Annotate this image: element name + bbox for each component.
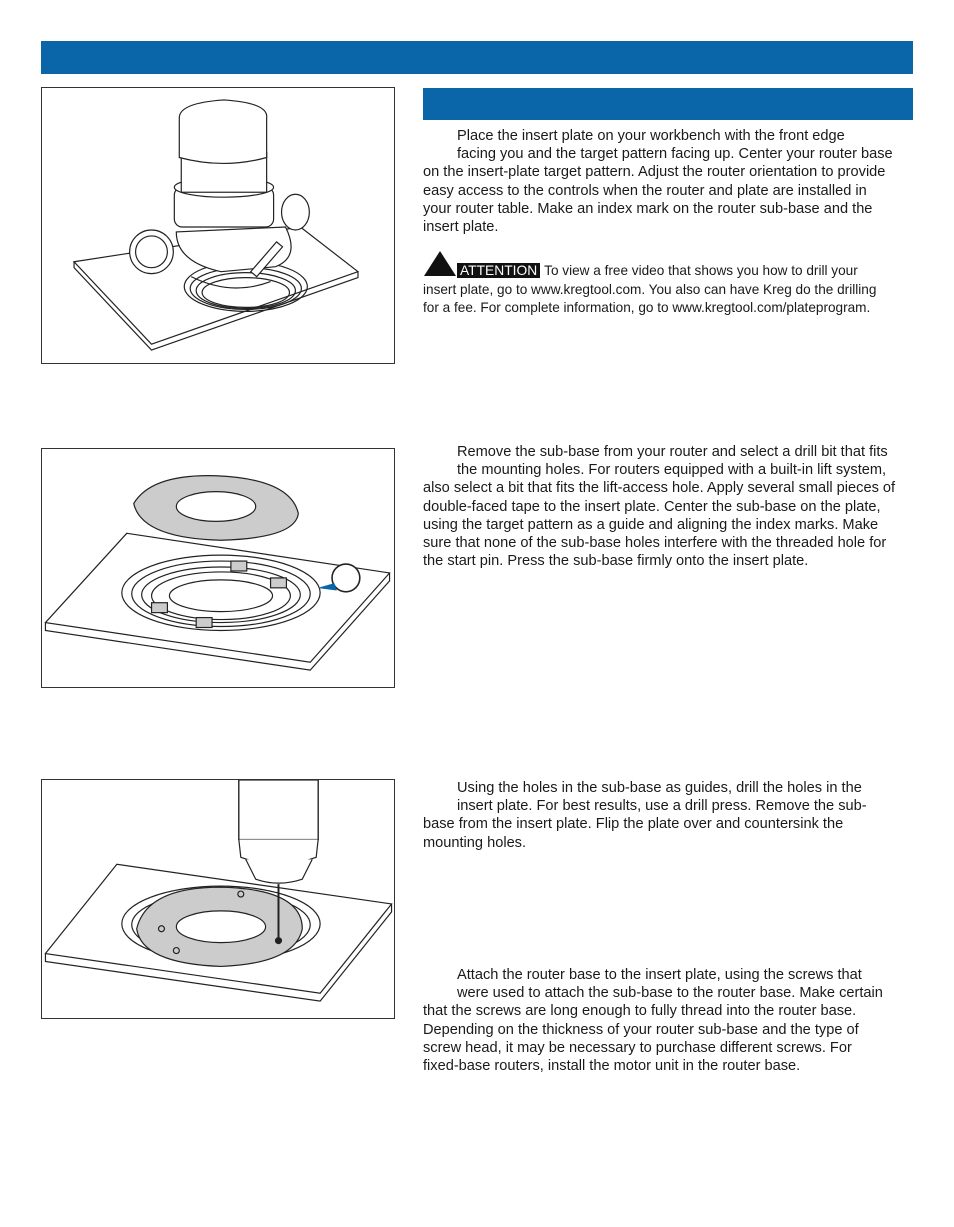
step-2-line: sure that none of the sub-base holes interfere with the threaded hole for [423, 535, 887, 552]
step-3-line: Using the holes in the sub-base as guides, drill the holes in the [457, 780, 862, 796]
attention-line: To view a free video that shows you how to drill your [544, 263, 858, 278]
step-4-line: were used to attach the sub-base to the router base. Make certain [457, 985, 883, 1002]
router-on-plate-illustration [42, 88, 394, 363]
step-1-line: on the insert-plate target pattern. Adjust the router orientation to provide [423, 164, 886, 181]
drilling-plate-illustration [42, 780, 394, 1018]
step-1-line: Place the insert plate on your workbench with the front edge [457, 128, 845, 144]
figure-subbase-on-plate [41, 448, 395, 688]
step-1-line: easy access to the controls when the router and plate are installed in [423, 182, 867, 199]
attention-line: insert plate, go to www.kregtool.com. You also can have Kreg do the drilling [423, 281, 877, 297]
step-3-line: mounting holes. [423, 834, 527, 851]
warning-icon [423, 250, 457, 277]
step-1-line: insert plate. [423, 219, 499, 236]
step-3-text [423, 779, 915, 852]
step-4-line: that the screws are long enough to fully thread into the router base. [423, 1003, 857, 1020]
step-4-line: Depending on the thickness of your router sub-base and the type of [423, 1021, 859, 1038]
header-bar [41, 41, 913, 74]
step-2-text [423, 443, 915, 570]
step-2-line: Remove the sub-base from your router and select a drill bit that fits [457, 444, 888, 460]
step-4-text [423, 966, 915, 1075]
step-2-line: the start pin. Press the sub-base firmly onto the insert plate. [423, 553, 809, 570]
attention-note [423, 250, 915, 318]
figure-drilling-plate [41, 779, 395, 1019]
subbase-on-plate-illustration [42, 449, 394, 687]
figure-router-on-plate [41, 87, 395, 364]
step-4-line: fixed-base routers, install the motor unit in the router base. [423, 1058, 801, 1075]
step-4-line: screw head, it may be necessary to purchase different screws. For [423, 1039, 852, 1056]
step-4-line: Attach the router base to the insert plate, using the screws that [457, 967, 862, 983]
step-1-line: facing you and the target pattern facing up. Center your router base [457, 146, 893, 163]
step-2-line: the mounting holes. For routers equipped with a built-in lift system, [457, 462, 887, 479]
step-1-text [423, 127, 915, 236]
step-2-line: also select a bit that fits the lift-access hole. Apply several small pieces of [423, 480, 896, 497]
step-3-line: base from the insert plate. Flip the plate over and countersink the [423, 816, 844, 833]
step-1-line: your router table. Make an index mark on the router sub-base and the [423, 200, 873, 217]
step-2-line: using the target pattern as a guide and aligning the index marks. Make [423, 516, 879, 533]
step-2-line: double-faced tape to the insert plate. Center the sub-base on the plate, [423, 498, 881, 515]
attention-line: for a fee. For complete information, go to www.kregtool.com/plateprogram. [423, 300, 871, 316]
section-header-bar [423, 88, 913, 120]
attention-label: ATTENTION [457, 263, 540, 278]
step-3-line: insert plate. For best results, use a drill press. Remove the sub- [457, 798, 867, 815]
